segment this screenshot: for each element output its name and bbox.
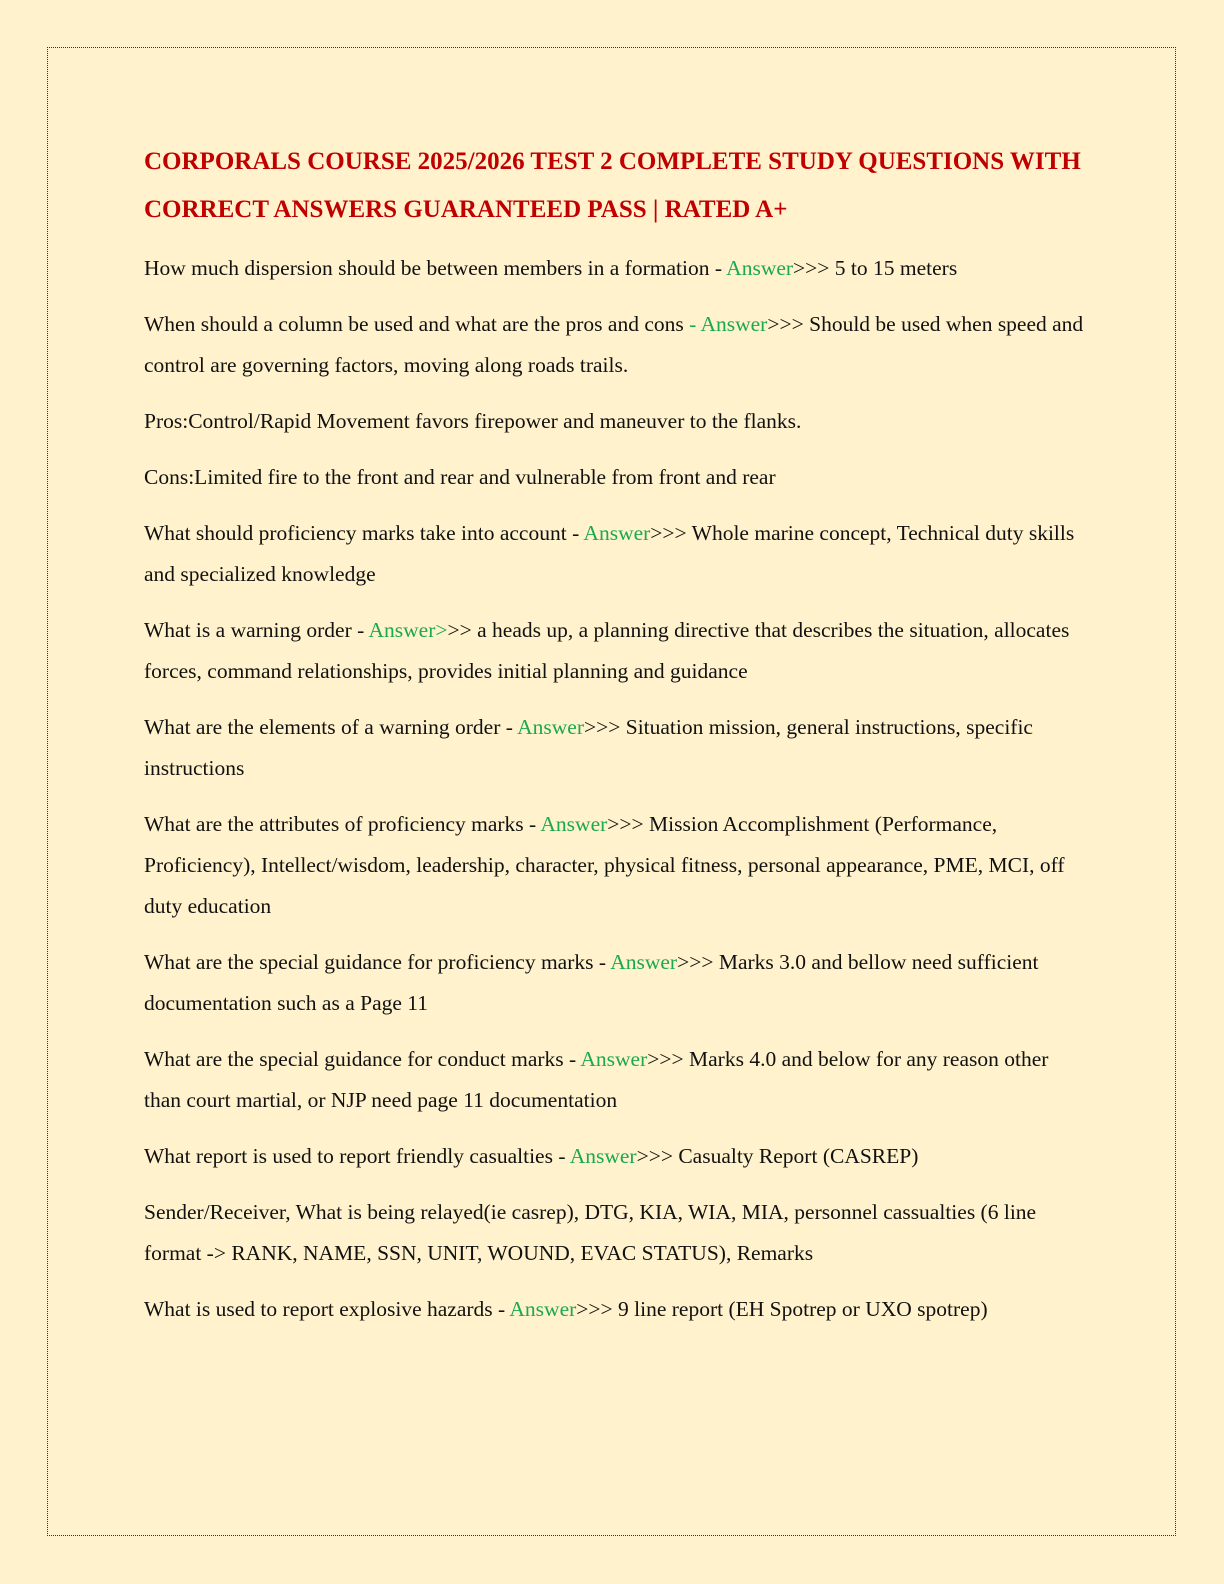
answer-text: >>> Situation mission, general instructions, specific instructions (144, 715, 1033, 780)
question-text: What should proficiency marks take into account - (144, 521, 584, 545)
qa-item-warning-order (144, 610, 1084, 692)
answer-text: >>> Casualty Report (CASREP) (636, 1144, 919, 1168)
question-text: How much dispersion should be between members in a formation - (144, 256, 727, 280)
answer-label: Answer (580, 1047, 648, 1071)
answer-text: >>> Should be used when speed and control are governing factors, moving along roads trails. (144, 312, 1084, 377)
qa-item-conduct-guidance (144, 1039, 1084, 1121)
answer-label: Answer (517, 715, 584, 739)
answer-label: - Answer (689, 312, 768, 336)
note-cons: Cons:Limited fire to the front and rear and vulnerable from front and rear (144, 465, 776, 489)
qa-item-dispersion (144, 248, 1084, 289)
question-text: What are the elements of a warning order - (144, 715, 518, 739)
qa-item-warning-order-elements (144, 707, 1084, 789)
document-title: CORPORALS COURSE 2025/2026 TEST 2 COMPLETE STUDY QUESTIONS WITH CORRECT ANSWERS GUARANTEED PASS | RATED A+ (144, 148, 1081, 223)
answer-label: Answer (726, 256, 794, 280)
note-casrep-format: Sender/Receiver, What is being relayed(ie casrep), DTG, KIA, WIA, MIA, personnel cassualties (6 line format -> RANK, NAME, SSN, UNIT, WOUND, EVAC STATUS), Remarks (144, 1200, 1037, 1265)
answer-label: Answer> (368, 618, 448, 642)
qa-item-proficiency-guidance (144, 942, 1084, 1024)
answer-label: Answer (610, 950, 678, 974)
qa-item-explosive-hazards (144, 1289, 1084, 1330)
answer-label: Answer (540, 812, 608, 836)
answer-label: Answer (569, 1144, 637, 1168)
question-text: What are the special guidance for proficiency marks - (144, 950, 611, 974)
question-text: What is used to report explosive hazards - (144, 1297, 510, 1321)
qa-item-proficiency-account (144, 513, 1084, 595)
note-pros: Pros:Control/Rapid Movement favors firepower and maneuver to the flanks. (144, 409, 802, 433)
answer-text: >>> Marks 3.0 and bellow need sufficient documentation such as a Page 11 (144, 950, 1039, 1015)
question-text: What is a warning order - (144, 618, 369, 642)
answer-text: >>> 9 line report (EH Spotrep or UXO spotrep) (576, 1297, 988, 1321)
answer-text: >>> 5 to 15 meters (793, 256, 958, 280)
qa-item-column (144, 304, 1084, 386)
document-content (144, 138, 1084, 1345)
answer-label: Answer (583, 521, 651, 545)
answer-label: Answer (509, 1297, 577, 1321)
qa-item-proficiency-attributes (144, 804, 1084, 927)
question-text: What are the attributes of proficiency marks - (144, 812, 541, 836)
question-text: What report is used to report friendly casualties - (144, 1144, 570, 1168)
answer-text: >> a heads up, a planning directive that describes the situation, allocates forces, command relationships, provides initial planning and guidance (144, 618, 1070, 683)
qa-item-casualty-report (144, 1136, 1084, 1177)
question-text: What are the special guidance for conduct marks - (144, 1047, 581, 1071)
answer-text: >>> Marks 4.0 and below for any reason other than court martial, or NJP need page 11 documentation (144, 1047, 1049, 1112)
answer-text: >>> Whole marine concept, Technical duty skills and specialized knowledge (144, 521, 1075, 586)
answer-text: >>> Mission Accomplishment (Performance, Proficiency), Intellect/wisdom, leadership, character, physical fitness, personal appearance, PME, MCI, off duty education (144, 812, 1065, 918)
question-text: When should a column be used and what are the pros and cons (144, 312, 690, 336)
